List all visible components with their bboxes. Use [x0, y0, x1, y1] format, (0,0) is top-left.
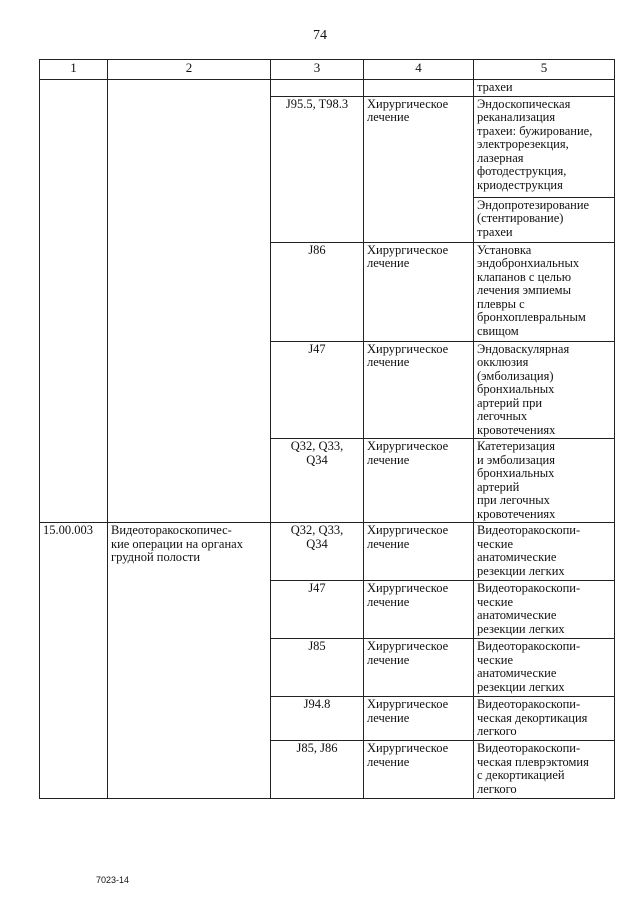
treatment-type-cell: Хирургическое лечение — [364, 697, 474, 741]
procedure-cell: Видеоторакоскопи- ческая плеврэктомия с декортикацией легкого — [474, 741, 615, 799]
diagnosis-code-cell: J47 — [271, 341, 364, 439]
diagnosis-code-cell: J85 — [271, 639, 364, 697]
diagnosis-code-cell: J85, J86 — [271, 741, 364, 799]
treatment-type-cell: Хирургическое лечение — [364, 581, 474, 639]
diagnosis-code-cell: J95.5, T98.3 — [271, 96, 364, 242]
header-col-1: 1 — [40, 60, 108, 80]
procedure-cell: Эндопротезирование (стентирование) трахеи — [474, 197, 615, 242]
procedures-table — [39, 59, 615, 799]
treatment-type-cell: Хирургическое лечение — [364, 639, 474, 697]
diagnosis-code-cell: J94.8 — [271, 697, 364, 741]
procedure-cell: Видеоторакоскопи- ческие анатомические резекции легких — [474, 639, 615, 697]
page-number: 74 — [313, 28, 327, 43]
procedure-cell: Видеоторакоскопи- ческие анатомические резекции легких — [474, 523, 615, 581]
header-col-2: 2 — [108, 60, 271, 80]
method-cell — [108, 80, 271, 523]
procedure-cell: Катетеризация и эмболизация бронхиальных артерий при легочных кровотечениях — [474, 439, 615, 523]
table-header-row — [40, 60, 615, 80]
header-col-5: 5 — [474, 60, 615, 80]
code-cell — [40, 80, 108, 523]
header-col-3: 3 — [271, 60, 364, 80]
table-row — [40, 523, 615, 581]
treatment-type-cell: Хирургическое лечение — [364, 341, 474, 439]
treatment-type-cell: Хирургическое лечение — [364, 523, 474, 581]
table-row — [40, 80, 615, 97]
header-col-4: 4 — [364, 60, 474, 80]
treatment-type-cell: Хирургическое лечение — [364, 439, 474, 523]
footer-document-code: 7023-14 — [96, 875, 130, 885]
treatment-type-cell: Хирургическое лечение — [364, 741, 474, 799]
diagnosis-code-cell: Q32, Q33, Q34 — [271, 439, 364, 523]
procedure-cell: Эндоваскулярная окклюзия (эмболизация) бронхиальных артерий при легочных кровотечениях — [474, 341, 615, 439]
method-cell: Видеоторакоскопичес- кие операции на органах грудной полости — [108, 523, 271, 799]
treatment-type-cell: Хирургическое лечение — [364, 242, 474, 341]
treatment-type-cell — [364, 80, 474, 97]
diagnosis-code-cell: Q32, Q33, Q34 — [271, 523, 364, 581]
procedure-cell: Установка эндобронхиальных клапанов с целью лечения эмпиемы плевры с бронхоплевральным свищом — [474, 242, 615, 341]
code-cell: 15.00.003 — [40, 523, 108, 799]
diagnosis-code-cell: J47 — [271, 581, 364, 639]
procedure-cell: Видеоторакоскопи- ческие анатомические резекции легких — [474, 581, 615, 639]
diagnosis-code-cell: J86 — [271, 242, 364, 341]
diagnosis-code-cell — [271, 80, 364, 97]
treatment-type-cell: Хирургическое лечение — [364, 96, 474, 242]
procedure-cell: Эндоскопическая реканализация трахеи: бужирование, электрорезекция, лазерная фотодеструкция, криодеструкция — [474, 96, 615, 197]
procedure-cell: трахеи — [474, 80, 615, 97]
procedure-cell: Видеоторакоскопи- ческая декортикация легкого — [474, 697, 615, 741]
